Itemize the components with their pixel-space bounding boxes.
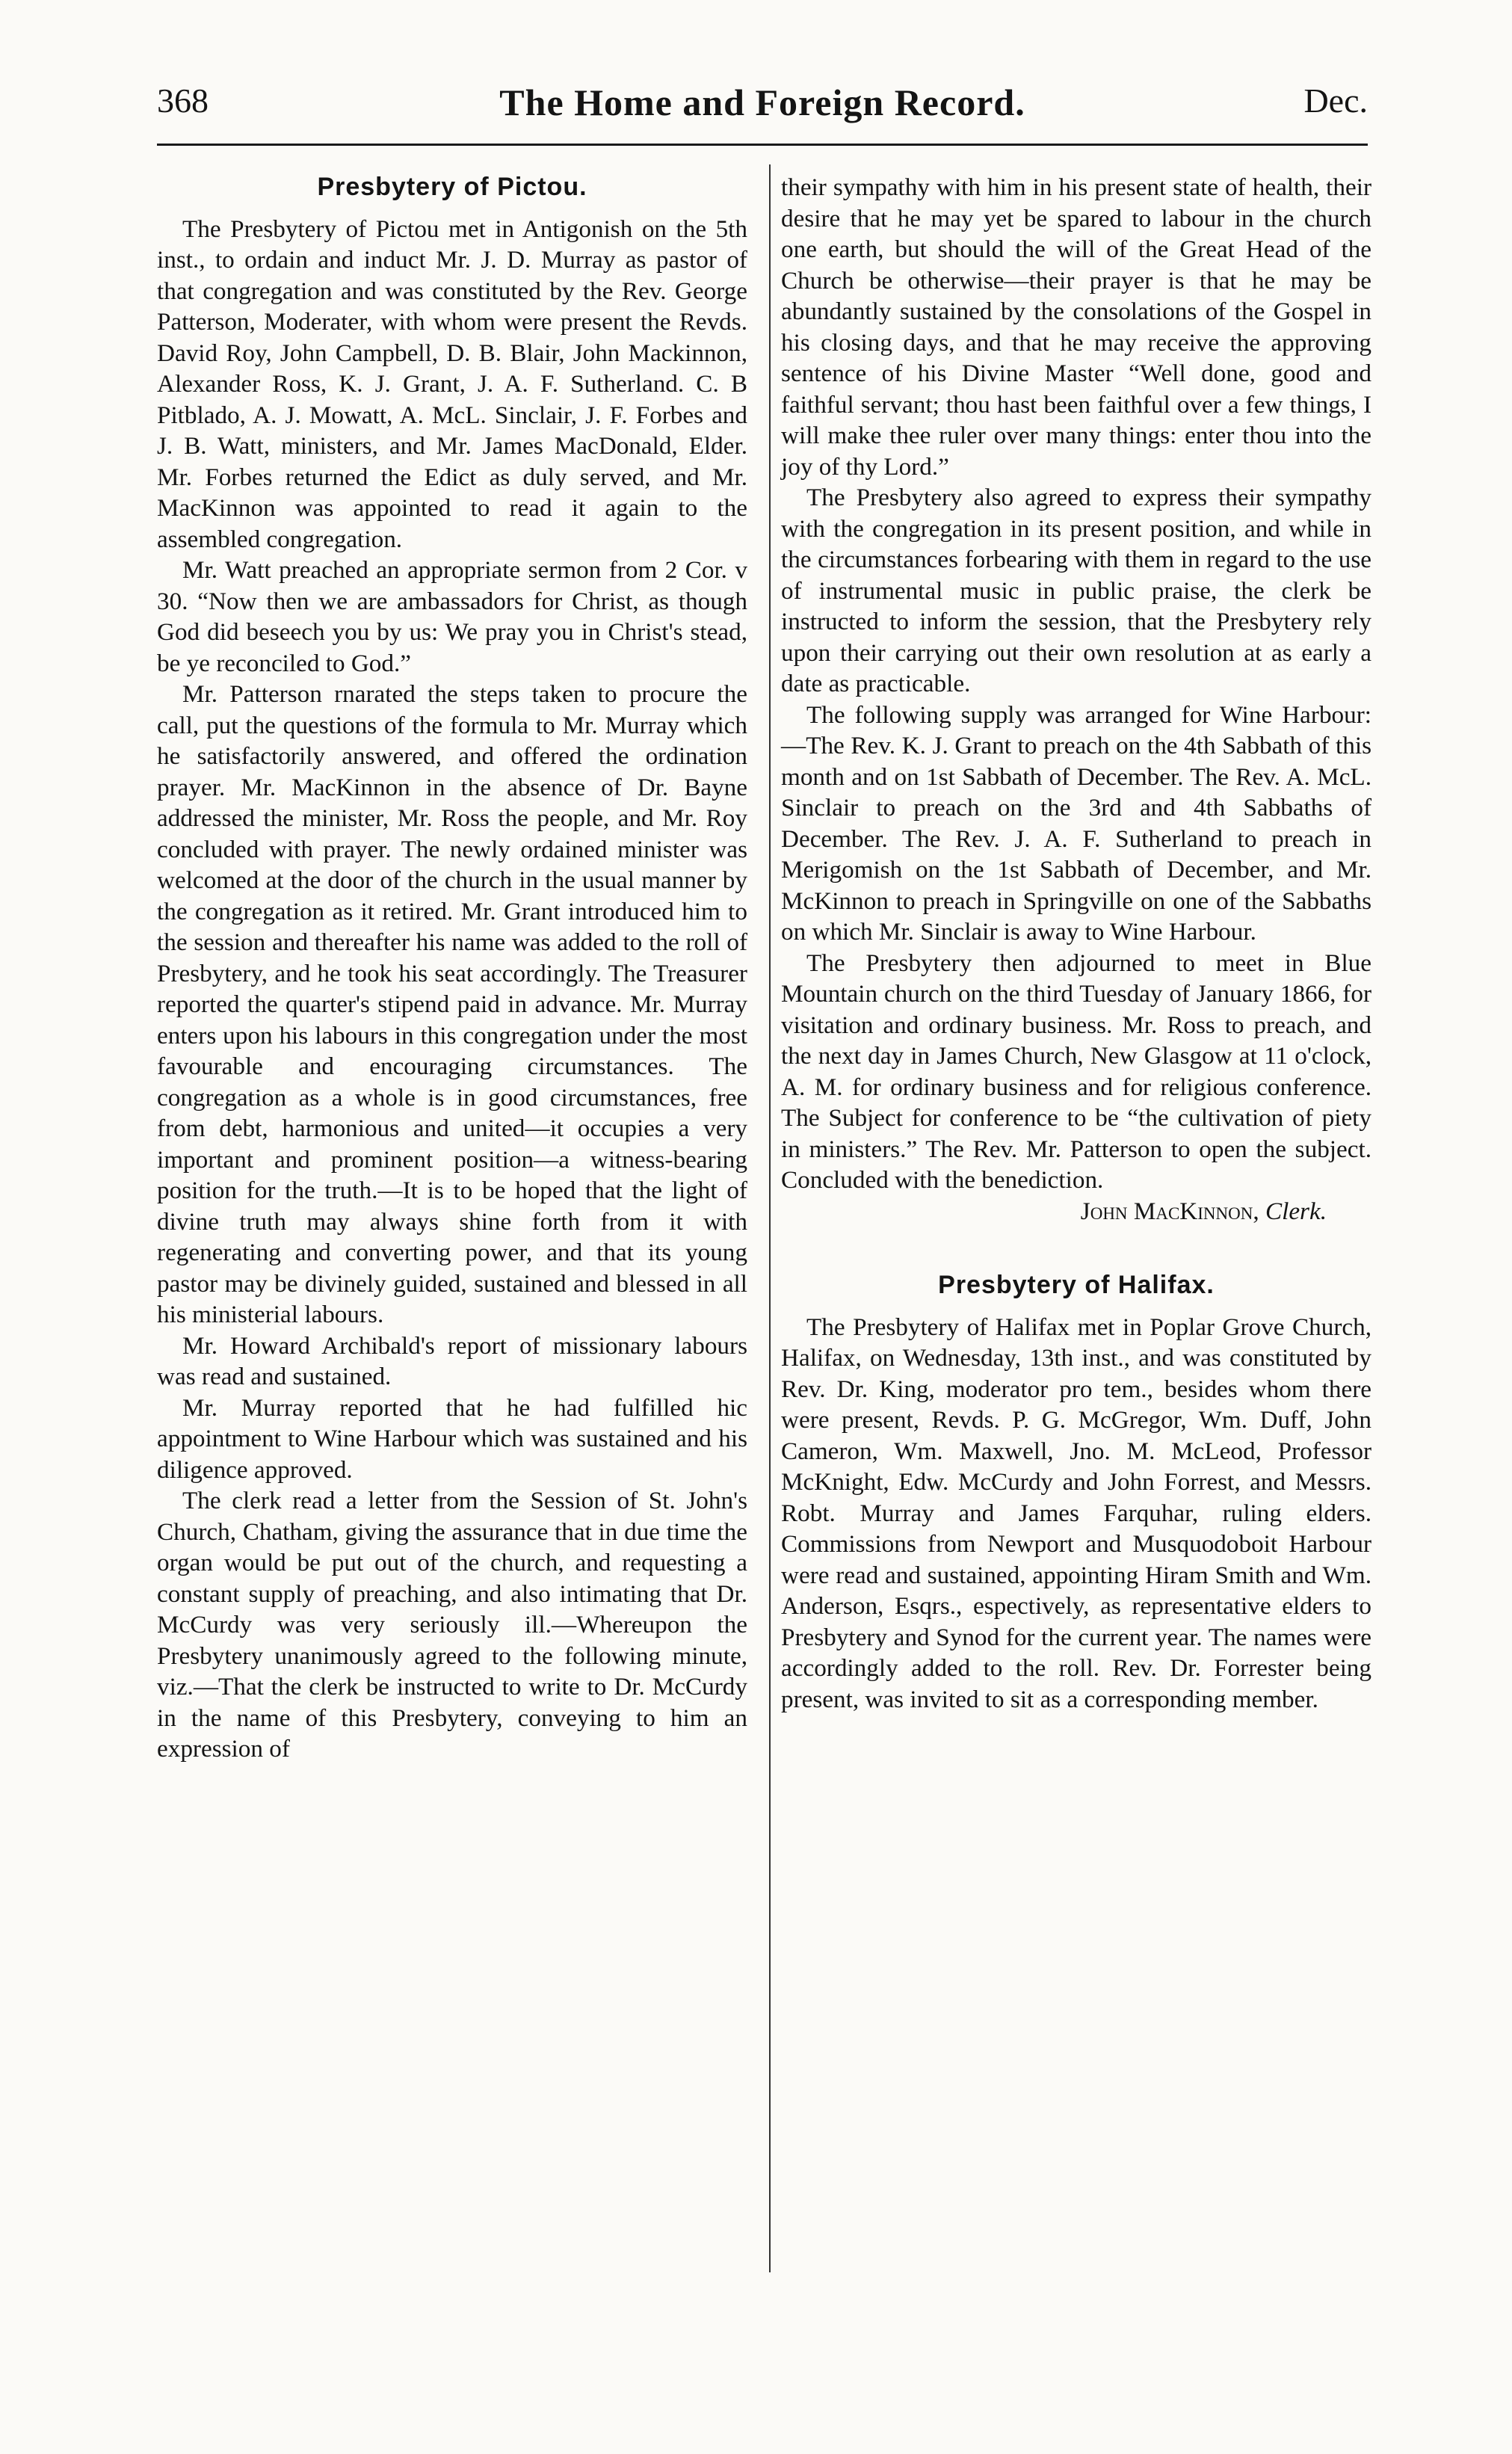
paragraph: The Presbytery of Pictou met in Antigonish on the 5th inst., to ordain and induct Mr. J. D. Murray as pastor of that congregation and was constituted by the Rev. George Patterson, Moderater, with whom were present the Revds. David Roy, John Campbell, D. B. Blair, John Mackinnon, Alexander Ross, K. J. Grant, J. A. F. Sutherland. C. B Pitblado, A. J. Mowatt, A. McL. Sinclair, J. F. Forbes and J. B. Watt, ministers, and Mr. James MacDonald, Elder. Mr. Forbes returned the Edict as duly served, and Mr. MacKinnon was appointed to read it again to the assembled congregation. bbox=[157, 215, 747, 553]
signature bbox=[781, 1196, 1371, 1227]
paragraph: The following supply was arranged for Wine Harbour:—The Rev. K. J. Grant to preach on the 4th Sabbath of this month and on 1st Sabbath of December. The Rev. A. McL. Sinclair to preach on the 3rd and 4th Sabbaths of December. The Rev. J. A. F. Sutherland to preach in Merigomish on the 1st Sabbath of December, and Mr. McKinnon to preach in Springville on one of the Sabbaths on which Mr. Sinclair is away to Wine Harbour. bbox=[781, 700, 1371, 946]
paragraph: The Presbytery also agreed to express their sympathy with the congregation in its present position, and while in the circumstances forbearing with them in regard to the use of instrumental music in public praise, the clerk be instructed to inform the session, that the Presbytery rely upon their carrying out their own resolution at as early a date as practicable. bbox=[781, 484, 1371, 697]
section-title-halifax: Presbytery of Halifax. bbox=[938, 1271, 1215, 1299]
column-divider bbox=[769, 164, 771, 2272]
paragraph: Mr. Howard Archibald's report of missionary labours was read and sustained. bbox=[157, 1331, 747, 1390]
paragraph: Mr. Patterson rnarated the steps taken to procure the call, put the questions of the formula to Mr. Murray which he satisfactorily answered, and offered the ordination prayer. Mr. MacKinnon in the absence of Dr. Bayne addressed the minister, Mr. Ross the people, and Mr. Roy concluded with prayer. The newly ordained minister was welcomed at the door of the church in the usual manner by the congregation as it retired. Mr. Grant introduced him to the session and thereafter his name was added to the roll of Presbytery, and he took his seat accordingly. The Treasurer reported the quarter's stipend paid in advance. Mr. Murray enters upon his labours in this congregation under the most favourable and encouraging circumstances. The congregation as a whole is in good circumstances, free from debt, harmonious and united—it occupies a very important and prominent position—a witness-bearing position for the truth.—It is to be hoped that the light of divine truth may always shine forth from it with regenerating and converting power, and that its young pastor may be divinely guided, sustained and blessed in all his ministerial labours. bbox=[157, 680, 747, 1328]
paragraph: Mr. Watt preached an appropriate sermon from 2 Cor. v 30. “Now then we are ambassadors for Christ, as though God did beseech you by us: We pray you in Christ's stead, be ye reconciled to God.” bbox=[157, 556, 747, 677]
header-rule bbox=[157, 144, 1368, 146]
left-column bbox=[157, 172, 747, 1765]
paragraph-continued: their sympathy with him in his present state of health, their desire that he may yet be spared to labour in the church one earth, but should the will of the Great Head of the Church be otherwise—their prayer is that he may be abundantly sustained by the consolations of the Gospel in his closing days, and that he may receive the approving sentence of his Divine Master “Well done, good and faithful servant; thou hast been faithful over a few things, I will make thee ruler over many things: enter thou into the joy of thy Lord.” bbox=[781, 173, 1371, 481]
issue-month: Dec. bbox=[1303, 81, 1368, 120]
right-column bbox=[781, 172, 1371, 1715]
paragraph: The Presbytery of Halifax met in Poplar Grove Church, Halifax, on Wednesday, 13th inst., and was constituted by Rev. Dr. King, moderator pro tem., besides whom there were present, Revds. P. G. McGregor, Wm. Duff, John Cameron, Wm. Maxwell, Jno. M. McLeod, Professor McKnight, Edw. McCurdy and John Forrest, and Messrs. Robt. Murray and James Farquhar, ruling elders. Commissions from Newport and Musquodoboit Harbour were read and sustained, appointing Hiram Smith and Wm. Anderson, Esqrs., espectively, as representative elders to Presbytery and Synod for the current year. The names were accordingly added to the roll. Rev. Dr. Forrester being present, was invited to sit as a corresponding member. bbox=[781, 1313, 1371, 1713]
journal-title: The Home and Foreign Record. bbox=[499, 81, 1025, 123]
page-header bbox=[157, 81, 1368, 133]
page-number: 368 bbox=[157, 81, 209, 120]
paragraph: Mr. Murray reported that he had fulfilled hic appointment to Wine Harbour which was sustained and his diligence approved. bbox=[157, 1393, 747, 1484]
signature-role: Clerk. bbox=[1265, 1197, 1327, 1225]
signature-name: John MacKinnon, bbox=[1080, 1197, 1259, 1225]
section-title-pictou: Presbytery of Pictou. bbox=[317, 173, 587, 201]
paragraph: The Presbytery then adjourned to meet in Blue Mountain church on the third Tuesday of January 1866, for visitation and ordinary business. Mr. Ross to preach, and the next day in James Church, New Glasgow at 11 o'clock, A. M. for ordinary business and for religious conference. The Subject for conference to be “the cultivation of piety in ministers.” The Rev. Mr. Patterson to open the subject. Concluded with the benediction. bbox=[781, 949, 1371, 1194]
paragraph: The clerk read a letter from the Session of St. John's Church, Chatham, giving the assurance that in due time the organ would be put out of the church, and requesting a constant supply of preaching, and also intimating that Dr. McCurdy was very seriously ill.—Whereupon the Presbytery unanimously agreed to the following minute, viz.—That the clerk be instructed to write to Dr. McCurdy in the name of this Presbytery, conveying to him an expression of bbox=[157, 1487, 747, 1763]
